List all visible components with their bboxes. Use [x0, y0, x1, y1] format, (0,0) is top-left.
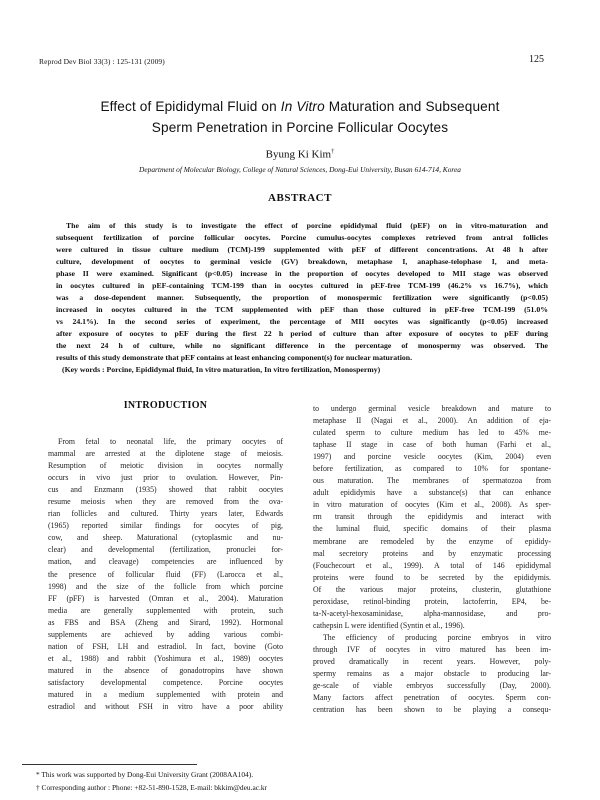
text-line: adult epididymis have a substance(s) that can enhance [313, 488, 551, 498]
footnote-divider [22, 764, 197, 765]
text-line: 1997) and porcine vesicle oocytes (Kim, 2004) even [313, 452, 551, 462]
abstract-line: results of this study demonstrate that pEF contains at least enhancing component(s) for nuclear maturation. [56, 353, 413, 362]
running-head: Reprod Dev Biol 33(3) : 125-131 (2009) [39, 57, 165, 66]
abstract-line: increased in oocytes cultured in the TCM supplemented with pEF than those cultured in pEF-free TCM-199 (51.0% [56, 305, 548, 314]
text-line: spermy remains as a major obstacle to producing lar- [313, 669, 551, 679]
abstract-line: were cultured in tissue culture medium (TCM)-199 supplemented with pEF of different concentrations. At 48 h after [56, 245, 548, 254]
title-line-1: Effect of Epididymal Fluid on In Vitro Maturation and Subsequent [100, 99, 500, 114]
abstract-line: The aim of this study is to investigate the effect of porcine epididymal fluid (pEF) on in vitro-maturation and [66, 221, 548, 230]
abstract-line: after exposure of oocytes to pEF during the first 22 h period of culture than after exposure of oocytes to pEF during [56, 329, 548, 338]
text-line: supplements are achieved by adding various combi- [48, 629, 283, 639]
introduction-right-column [313, 403, 551, 716]
text-line: the luminal fluid, specific domains of their plasma [313, 524, 551, 534]
text-line: through IVF of oocytes in vitro matured has been im- [313, 644, 551, 654]
text-line: the presence of follicular fluid (FF) (Larocca et al., [48, 569, 283, 579]
text-line: taphase II stage in case of both human (Farhi et al., [313, 440, 551, 450]
abstract-line: subsequent fertilization of porcine follicular oocytes. Porcine cumulus-oocytes complexes retrieved from antral follicles [56, 233, 548, 242]
article-title [40, 96, 560, 138]
text-line: ge-scale of viable embryos successfully (Day, 2000). [313, 681, 551, 691]
text-line: mal secretory proteins and by enzymatic processing [313, 548, 551, 558]
text-line: occurs in vivo just prior to ovulation. However, Pin- [48, 473, 283, 483]
introduction-heading: INTRODUCTION [123, 400, 208, 411]
text-line: cathepsin L were identified (Syntin et al., 1996). [313, 620, 465, 630]
text-line: matured in the absence of gonadotropins have shown [48, 665, 283, 675]
text-line: et al., 1988) and rabbit (Yoshimura et al., 1989) oocytes [48, 653, 283, 663]
text-line: ta-N-acetyl-hexosaminidase, alpha-mannosidase, and pro- [313, 608, 551, 618]
text-line: The efficiency of producing porcine embryos in vitro [323, 632, 551, 642]
abstract-line: phase II were examined. Significant (p<0.05) increase in the proportion of oocytes developed to MII stage was observed [56, 269, 548, 278]
text-line: estradiol and without FSH in vitro have a poor ability [48, 702, 283, 712]
page-number: 125 [529, 54, 544, 65]
text-line: cus and Enzmann (1935) showed that rabbit oocytes [48, 485, 283, 495]
author-name: Byung Ki Kim† [265, 148, 335, 161]
author-affiliation: Department of Molecular Biology, College of Natural Sciences, Dong-Eui University, Busan 614-714, Korea [139, 165, 461, 174]
text-line: membrane are remodeled by the enzyme of epididy- [313, 536, 551, 546]
text-line: culated sperm to culture medium has led to 45% me- [313, 428, 551, 438]
text-line: satisfactory developmental competence. Porcine oocytes [48, 677, 283, 687]
text-line: rian follicles and cultured. Thirty years later, Edwards [48, 509, 283, 519]
abstract-line: the next 24 h of culture, while no significant difference in the percentage of monospermy was observed. The [56, 341, 548, 350]
title-line-2: Sperm Penetration in Porcine Follicular Oocytes [151, 120, 449, 135]
text-line: Of the various major proteins, clusterin, glutathione [313, 584, 551, 594]
text-line: to undergo germinal vesicle breakdown and mature to [313, 404, 551, 413]
text-line: rm transit through the epididymis and interact with [313, 512, 551, 522]
abstract-heading: ABSTRACT [268, 192, 332, 204]
text-line: 1998) and the size of the follicle from which porcine [48, 581, 283, 591]
abstract-line: culture, development of oocytes to germinal vesicle (GV) breakdown, metaphase I, anaphase-telophase I, and meta- [56, 257, 548, 266]
abstract-line: in oocytes cultured in pEF-containing TCM-199 than in oocytes cultured in pEF-free TCM-199 (46.2% vs 16.7%), which [56, 281, 548, 290]
text-line: resume meiosis when they are removed from the ova- [48, 497, 283, 507]
text-line: as FBS and BSA (Zheng and Sirard, 1992). Hormonal [48, 617, 283, 627]
text-line: mammal are arrested at the diplotene stage of meiosis. [48, 449, 283, 459]
text-line: proved dramatically in recent years. However, poly- [313, 656, 551, 666]
text-line: media are generally supplemented with protein, such [48, 605, 283, 615]
abstract-body [56, 220, 548, 376]
corresponding-mark: † [331, 148, 335, 155]
text-line: (1965) reported similar findings for oocytes of pig, [48, 521, 283, 531]
text-line: clear) and developmental (fertilization, pronuclei for- [48, 545, 283, 555]
text-line: Many factors affect penetration of oocytes. Sperm con- [313, 693, 551, 703]
introduction-left-column [48, 436, 283, 713]
funding-footnote: * This work was supported by Dong-Eui University Grant (2008AA104). [36, 770, 254, 779]
keywords: (Key words : Porcine, Epididymal fluid, In vitro maturation, In vitro fertilization, Monospermy) [62, 365, 381, 374]
text-line: nation of FSH, LH and estradiol. In fact, bovine (Goto [48, 641, 283, 651]
abstract-line: vs 24.1%). In the second series of experiment, the percentage of MII oocytes was significantly (p<0.05) increased [56, 317, 548, 326]
text-line: cow, and sheep. Maturational (cytoplasmic and nu- [48, 533, 283, 543]
text-line: ous maturation. The membranes of spermatozoa from [313, 476, 551, 486]
corresponding-author-footnote: † Corresponding author : Phone: +82-51-890-1528, E-mail: bkkim@deu.ac.kr [36, 783, 268, 792]
text-line: mation, and cleavage) competencies are influenced by [48, 557, 283, 567]
text-line: centration has been shown to be playing a consequ- [313, 705, 551, 715]
text-line: matured in a medium supplemented with protein and [48, 689, 283, 699]
abstract-line: was a dose-dependent manner. Subsequently, the proportion of monospermic fertilization were significantly (p<0.05) [56, 293, 548, 302]
text-line: peroxidase, retinol-binding protein, lactoferrin, EP4, be- [313, 596, 551, 606]
text-line: proteins were found to be secreted by the epididymis. [313, 572, 551, 582]
text-line: Resumption of meiotic division in oocytes normally [48, 461, 283, 471]
text-line: in vitro maturation of oocytes (Kim et al., 2008). As sper- [313, 500, 551, 510]
text-line: metaphase II (Nagai et al., 2000). An addition of eja- [313, 416, 551, 426]
text-line: before fertilization, as compared to 10% for spontane- [313, 464, 551, 474]
text-line: FF (pFF) is harvested (Omran et al., 2004). Maturation [48, 593, 283, 603]
text-line: (Fouchecourt et al., 1999). A total of 146 epididymal [313, 560, 551, 570]
text-line: From fetal to neonatal life, the primary oocytes of [58, 437, 283, 446]
